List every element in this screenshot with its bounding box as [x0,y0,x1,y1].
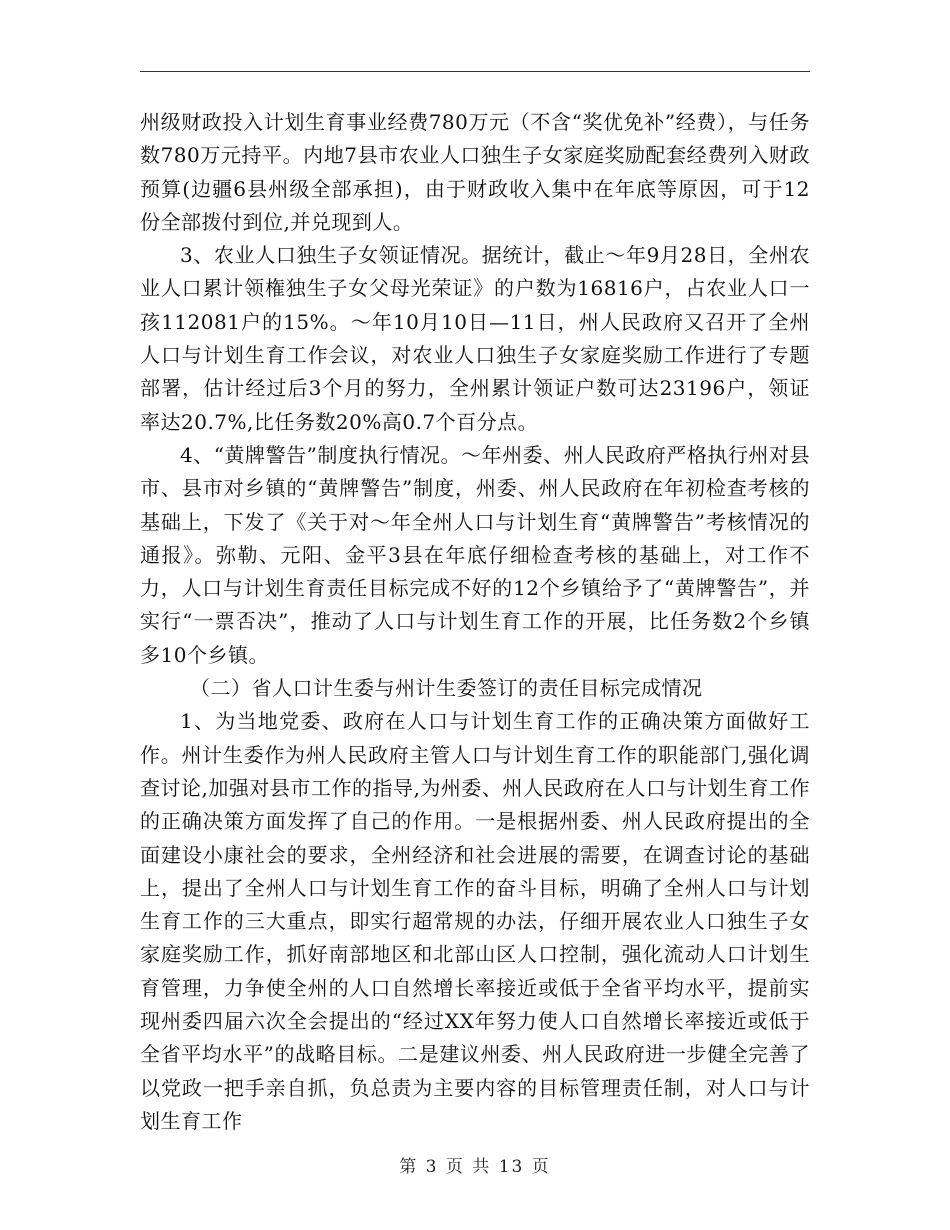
document-body [140,106,810,1138]
section-heading: （二）省人口计生委与州计生委签订的责任目标完成情况 [190,676,703,701]
page-footer: 第 3 页 共 13 页 [399,1157,551,1177]
paragraph-yellow-card: 4、“黄牌警告”制度执行情况。～年州委、州人民政府严格执行州对县市、县市对乡镇的“黄牌警告”制度，州委、州人民政府在年初检查考核的基础上，下发了《关于对～年全州人口与计划生育“黄牌警告”考核情况的通报》。弥勒、元阳、金平3县在年底仔细检查考核的基础上，对工作不力，人口与计划生育责任目标完成不好的12个乡镇给予了“黄牌警告”，并实行“一票否决”，推动了人口与计划生育工作的开展，比任务数2个乡镇多10个乡镇。 [140,442,810,667]
paragraph-finance: 州级财政投入计划生育事业经费780万元（不含“奖优免补”经费），与任务数780万元持平。内地7县市农业人口独生子女家庭奖励配套经费列入财政预算(边疆6县州级全部承担)，由于财政收入集中在年底等原因，可于12份全部拨付到位,并兑现到人。 [140,110,810,234]
paragraph-certificate: 3、农业人口独生子女领证情况。据统计，截止～年9月28日，全州农业人口累计领権独生子女父母光荣证》的户数为16816户，占农业人口一孩112081户的15%。～年10月10日—11日，州人民政府又召开了全州人口与计划生育工作会议，对农业人口独生子女家庭奖励工作进行了专题部署，估计经过后3个月的努力，全州累计领证户数可达23196户，领证率达20.7%,比任务数20%高0.7个百分点。 [140,243,810,434]
header-rule [140,71,810,72]
paragraph-decision: 1、为当地党委、政府在人口与计划生育工作的正确决策方面做好工作。州计生委作为州人民政府主管人口与计划生育工作的职能部门,强化调查讨论,加强对县市工作的指导,为州委、州人民政府在人口与计划生育工作的正确决策方面发挥了自己的作用。一是根据州委、州人民政府提出的全面建设小康社会的要求，全州经济和社会进展的需要，在调查讨论的基础上，提出了全州人口与计划生育工作的奋斗目标，明确了全州人口与计划生育工作的三大重点，即实行超常规的办法，仔细开展农业人口独生子女家庭奖励工作，抓好南部地区和北部山区人口控制，强化流动人口计划生育管理，力争使全州的人口自然增长率接近或低于全省平均水平，提前实现州委四届六次全会提出的“经过XX年努力使人口自然增长率接近或低于全省平均水平”的战略目标。二是建议州委、州人民政府进一步健全完善了以党政一把手亲自抓，负总责为主要内容的目标管理责任制，对人口与计划生育工作 [140,709,810,1133]
